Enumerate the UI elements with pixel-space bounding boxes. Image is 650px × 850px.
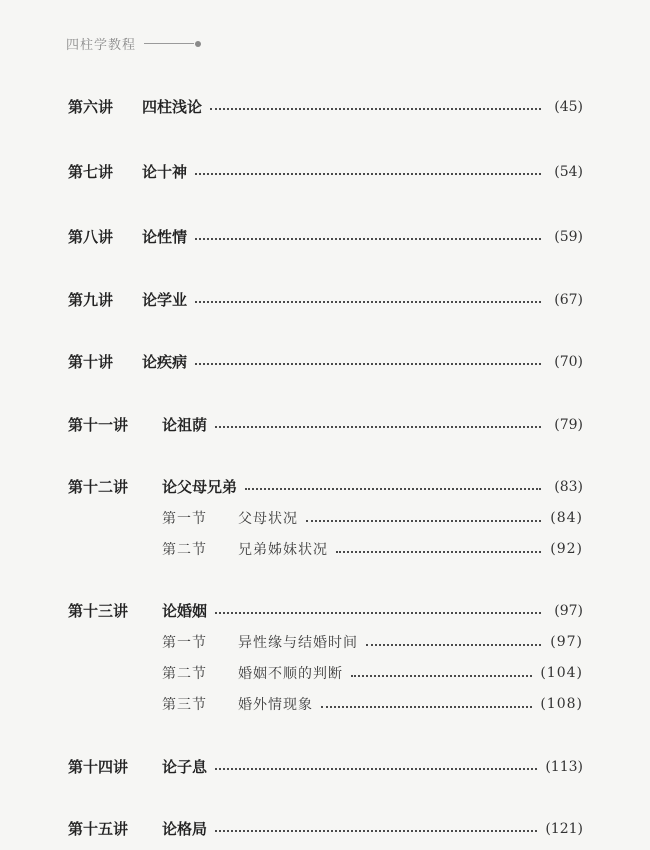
leader-dots bbox=[215, 767, 537, 770]
toc-entry-lecture-12-section-2[interactable] bbox=[162, 539, 583, 559]
lecture-title: 论子息 bbox=[162, 758, 208, 776]
lecture-number: 第十讲 bbox=[68, 353, 114, 371]
toc-entry-lecture-14[interactable] bbox=[68, 756, 583, 777]
page-number: (113) bbox=[545, 758, 583, 775]
lecture-number: 第十四讲 bbox=[68, 758, 129, 776]
section-title: 兄弟姊妹状况 bbox=[238, 542, 328, 558]
lecture-title: 论父母兄弟 bbox=[162, 478, 238, 496]
lecture-title: 论十神 bbox=[142, 163, 188, 181]
toc-entry-lecture-11[interactable] bbox=[68, 414, 583, 435]
toc-entry-lecture-12-section-1[interactable] bbox=[162, 508, 583, 528]
section-number: 第三节 bbox=[162, 697, 207, 713]
running-header bbox=[66, 34, 201, 53]
leader-dots bbox=[215, 611, 541, 614]
leader-dots bbox=[195, 300, 541, 303]
header-dot bbox=[195, 41, 201, 47]
page-number: (92) bbox=[550, 541, 583, 557]
page-number: (54) bbox=[554, 163, 583, 180]
leader-dots bbox=[215, 829, 537, 832]
leader-dots bbox=[195, 362, 541, 365]
page-number: (70) bbox=[554, 353, 583, 370]
leader-dots bbox=[321, 705, 532, 708]
lecture-number: 第七讲 bbox=[68, 163, 114, 181]
page-number: (59) bbox=[554, 228, 583, 245]
toc-entry-lecture-7[interactable] bbox=[68, 161, 583, 182]
lecture-title: 论祖荫 bbox=[162, 416, 208, 434]
page-number: (67) bbox=[554, 291, 583, 308]
section-title: 婚外情现象 bbox=[238, 697, 313, 713]
page-number: (104) bbox=[540, 665, 583, 681]
leader-dots bbox=[245, 487, 541, 490]
section-number: 第二节 bbox=[162, 542, 207, 558]
toc-entry-lecture-13-section-3[interactable] bbox=[162, 694, 583, 714]
toc-entry-lecture-6[interactable] bbox=[68, 96, 583, 117]
lecture-title: 论性情 bbox=[142, 228, 188, 246]
page-number: (108) bbox=[540, 696, 583, 712]
lecture-title: 论婚姻 bbox=[162, 602, 208, 620]
section-title: 婚姻不顺的判断 bbox=[238, 666, 343, 682]
toc-entry-lecture-12[interactable] bbox=[68, 476, 583, 497]
section-number: 第一节 bbox=[162, 635, 207, 651]
toc-entry-lecture-13-section-2[interactable] bbox=[162, 663, 583, 683]
page-number: (79) bbox=[554, 416, 583, 433]
page-number: (83) bbox=[554, 478, 583, 495]
lecture-number: 第十二讲 bbox=[68, 478, 129, 496]
toc-entry-lecture-13[interactable] bbox=[68, 600, 583, 621]
section-number: 第一节 bbox=[162, 511, 207, 527]
lecture-number: 第十三讲 bbox=[68, 602, 129, 620]
toc-entry-lecture-15[interactable] bbox=[68, 818, 583, 839]
leader-dots bbox=[215, 425, 541, 428]
leader-dots bbox=[366, 643, 541, 646]
toc-entry-lecture-10[interactable] bbox=[68, 351, 583, 372]
leader-dots bbox=[336, 550, 541, 553]
lecture-title: 论疾病 bbox=[142, 353, 188, 371]
section-title: 父母状况 bbox=[238, 511, 298, 527]
leader-dots bbox=[306, 519, 541, 522]
lecture-number: 第十一讲 bbox=[68, 416, 129, 434]
book-title: 四柱学教程 bbox=[66, 38, 137, 53]
section-number: 第二节 bbox=[162, 666, 207, 682]
lecture-number: 第九讲 bbox=[68, 291, 114, 309]
section-title: 异性缘与结婚时间 bbox=[238, 635, 358, 651]
header-rule bbox=[144, 43, 194, 44]
page-number: (121) bbox=[545, 820, 583, 837]
toc-entry-lecture-9[interactable] bbox=[68, 289, 583, 310]
lecture-number: 第六讲 bbox=[68, 98, 114, 116]
lecture-number: 第八讲 bbox=[68, 228, 114, 246]
leader-dots bbox=[195, 172, 541, 175]
lecture-title: 论学业 bbox=[142, 291, 188, 309]
page-number: (97) bbox=[554, 602, 583, 619]
leader-dots bbox=[210, 107, 541, 110]
lecture-title: 论格局 bbox=[162, 820, 208, 838]
page-number: (97) bbox=[550, 634, 583, 650]
lecture-title: 四柱浅论 bbox=[142, 98, 203, 116]
lecture-number: 第十五讲 bbox=[68, 820, 129, 838]
leader-dots bbox=[195, 237, 541, 240]
page-number: (45) bbox=[554, 98, 583, 115]
toc-entry-lecture-8[interactable] bbox=[68, 226, 583, 247]
leader-dots bbox=[351, 674, 532, 677]
page-number: (84) bbox=[550, 510, 583, 526]
toc-entry-lecture-13-section-1[interactable] bbox=[162, 632, 583, 652]
